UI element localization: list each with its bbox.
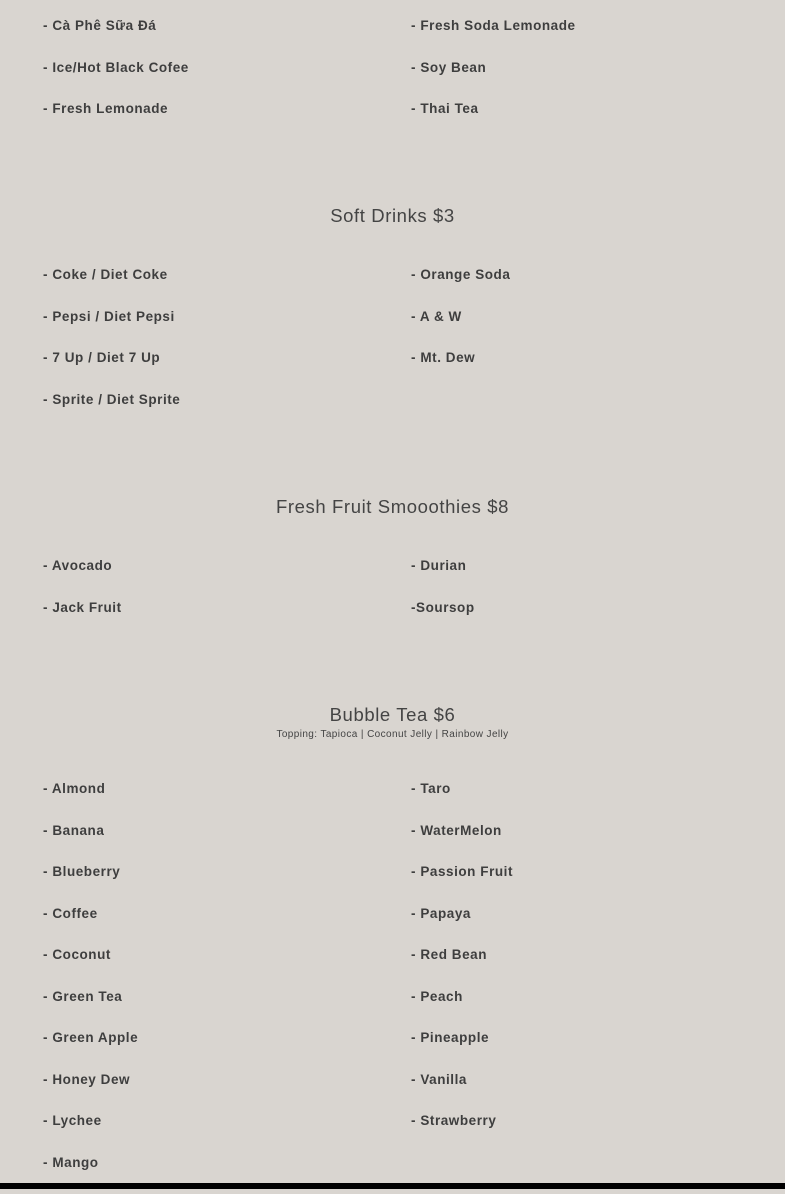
left-column	[43, 556, 122, 639]
menu-item: - Red Bean	[411, 945, 513, 987]
menu-item: - Cà Phê Sữa Đá	[43, 16, 189, 58]
left-column	[43, 265, 180, 431]
menu-item: - Avocado	[43, 556, 122, 598]
menu-item: - Banana	[43, 821, 138, 863]
menu-item: - Thai Tea	[411, 99, 576, 141]
menu-item: - Taro	[411, 779, 513, 821]
left-column	[43, 779, 138, 1194]
menu-item: - Jack Fruit	[43, 598, 122, 640]
menu-item: - Blueberry	[43, 862, 138, 904]
menu-item: - Mt. Dew	[411, 348, 510, 390]
menu-item: - Papaya	[411, 904, 513, 946]
menu-item: - Durian	[411, 556, 475, 598]
menu-item: - Fresh Soda Lemonade	[411, 16, 576, 58]
section-heading-bubble-tea: Bubble Tea $6	[0, 704, 785, 726]
left-column	[43, 16, 189, 141]
menu-item: - Vanilla	[411, 1070, 513, 1112]
menu-item: - WaterMelon	[411, 821, 513, 863]
menu-item: - Ice/Hot Black Cofee	[43, 58, 189, 100]
section-subheading-toppings: Topping: Tapioca | Coconut Jelly | Rainbow Jelly	[0, 729, 785, 740]
menu-item: - 7 Up / Diet 7 Up	[43, 348, 180, 390]
menu-item: - Strawberry	[411, 1111, 513, 1153]
right-column	[411, 779, 513, 1153]
menu-item: - Mango	[43, 1153, 138, 1194]
menu-item: - Fresh Lemonade	[43, 99, 189, 141]
menu-item: - Soy Bean	[411, 58, 576, 100]
menu-item: - Pepsi / Diet Pepsi	[43, 307, 180, 349]
menu-item: - Orange Soda	[411, 265, 510, 307]
right-column	[411, 265, 510, 390]
section-heading-soft-drinks: Soft Drinks $3	[0, 205, 785, 227]
bottom-bar	[0, 1183, 785, 1189]
menu-item: - Honey Dew	[43, 1070, 138, 1112]
right-column	[411, 556, 475, 639]
menu-item: - Lychee	[43, 1111, 138, 1153]
menu-item: - Passion Fruit	[411, 862, 513, 904]
right-column	[411, 16, 576, 141]
menu-item: - Coke / Diet Coke	[43, 265, 180, 307]
menu-item: -Soursop	[411, 598, 475, 640]
menu-item: - Sprite / Diet Sprite	[43, 390, 180, 432]
menu-item: - Coffee	[43, 904, 138, 946]
section-heading-smoothies: Fresh Fruit Smooothies $8	[0, 496, 785, 518]
menu-item: - Pineapple	[411, 1028, 513, 1070]
menu-item: - Almond	[43, 779, 138, 821]
menu-item: - Green Apple	[43, 1028, 138, 1070]
menu-item: - Green Tea	[43, 987, 138, 1029]
menu-item: - A & W	[411, 307, 510, 349]
menu-item: - Peach	[411, 987, 513, 1029]
menu-item: - Coconut	[43, 945, 138, 987]
